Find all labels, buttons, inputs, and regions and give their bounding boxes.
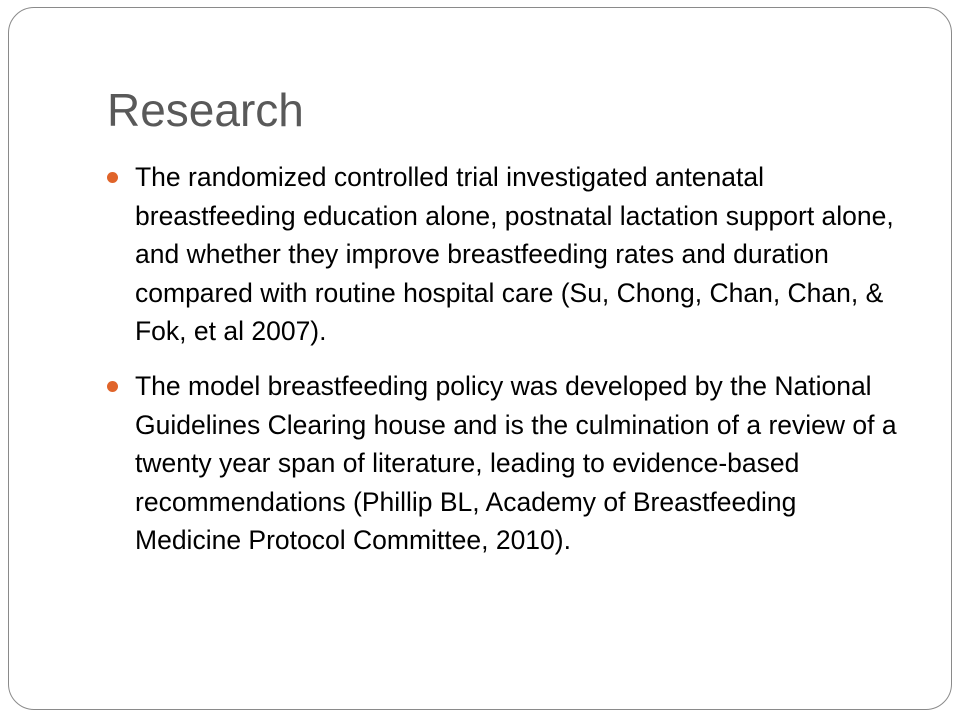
slide-title: Research — [107, 84, 304, 136]
bullet-text: The model breastfeeding policy was developed by the National Guidelines Clearing house and is the culmination of a review of a twenty year span of literature, leading to evidence-based recommendations (Phillip BL, Academy of Breastfeeding Medicine Protocol Committee, 2010). — [135, 370, 897, 556]
bullet-item — [107, 367, 907, 560]
bullet-list — [107, 158, 907, 576]
bullet-dot-icon — [107, 381, 118, 392]
bullet-dot-icon — [107, 172, 118, 183]
bullet-item — [107, 158, 907, 351]
bullet-text: The randomized controlled trial investigated antenatal breastfeeding education alone, postnatal lactation support alone, and whether they improve breastfeeding rates and duration compared with routine hospital care (Su, Chong, Chan, Chan, & Fok, et al 2007). — [135, 162, 894, 347]
